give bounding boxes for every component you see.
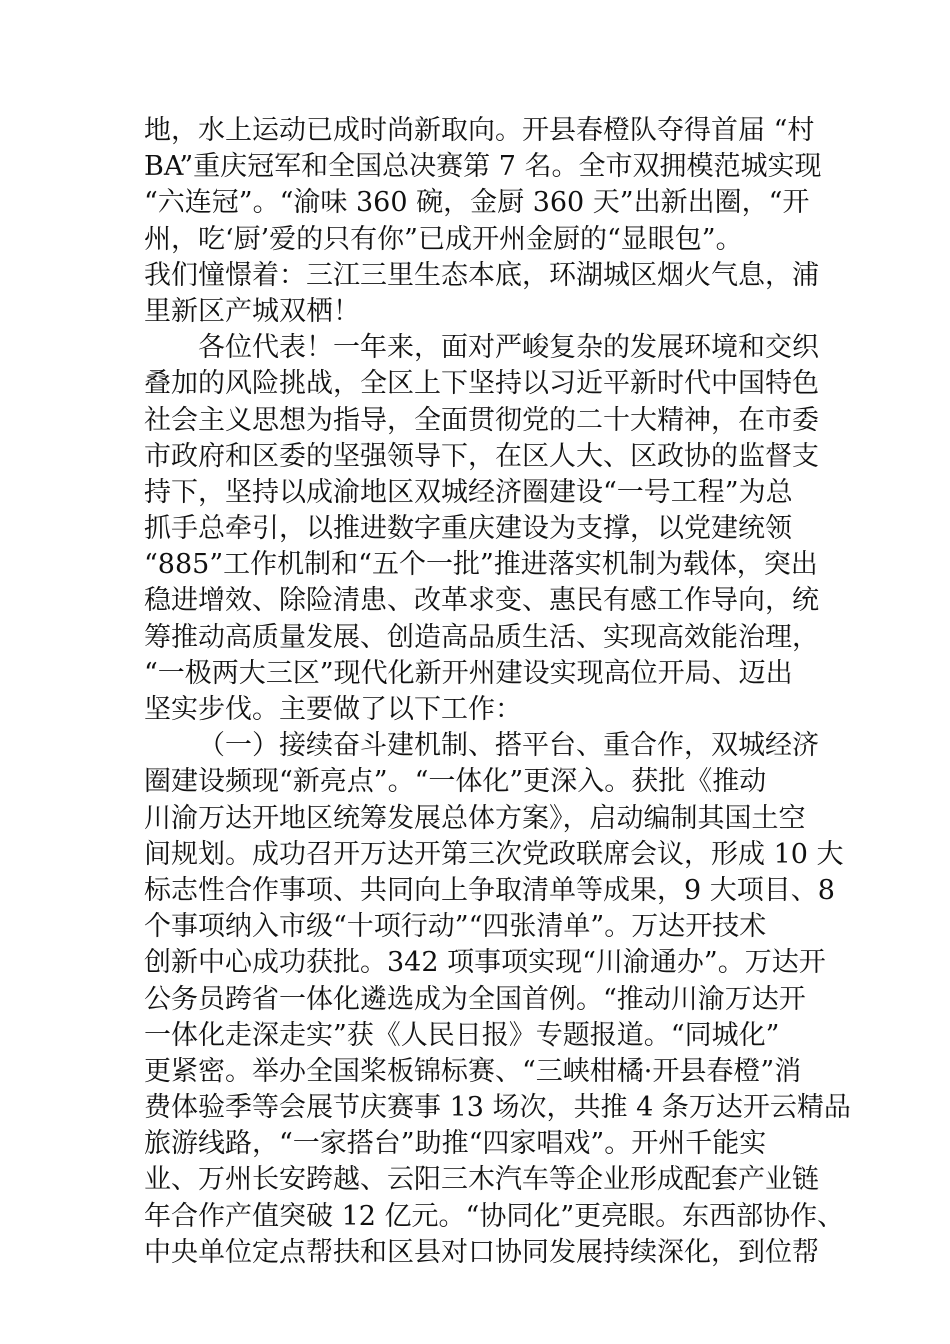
text-line: 川渝万达开地区统筹发展总体方案》，启动编制其国土空 [144, 802, 806, 834]
text-line: 个事项纳入市级“十项行动”“四张清单”。万达开技术 [144, 911, 767, 943]
text-line: “一极两大三区”现代化新开州建设实现高位开局、迈出 [144, 657, 793, 689]
text-line: 更紧密。举办全国桨板锦标赛、“三峡柑橘·开县春橙”消 [144, 1055, 802, 1087]
text-line: 中央单位定点帮扶和区县对口协同发展持续深化，到位帮 [144, 1236, 819, 1268]
text-line: 地，水上运动已成时尚新取向。开县春橙队夺得首届 “村 [144, 115, 815, 146]
text-line: 抓手总牵引，以推进数字重庆建设为支撑，以党建统领 [144, 513, 792, 545]
text-line: “885”工作机制和“五个一批”推进落实机制为载体，突出 [144, 549, 818, 581]
text-line: 叠加的风险挑战，全区上下坚持以习近平新时代中国特色 [144, 368, 819, 400]
text-line: 圈建设频现“新亮点”。“一体化”更深入。获批《推动 [144, 766, 767, 798]
text-line: 一体化走深走实”获《人民日报》专题报道。“同城化” [144, 1019, 780, 1051]
text-line: （一）接续奋斗建机制、搭平台、重合作，双城经济 [198, 730, 819, 762]
text-line: 业、万州长安跨越、云阳三木汽车等企业形成配套产业链 [144, 1164, 819, 1196]
text-line: 里新区产城双栖！ [144, 295, 360, 327]
text-line: 年合作产值突破 12 亿元。“协同化”更亮眼。东西部协作、 [144, 1200, 845, 1232]
text-line: BA”重庆冠军和全国总决赛第 7 名。全市双拥模范城实现 [144, 151, 822, 183]
text-line: 旅游线路，“一家搭台”助推“四家唱戏”。开州千能实 [144, 1128, 767, 1160]
text-line: 社会主义思想为指导，全面贯彻党的二十大精神，在市委 [144, 404, 819, 436]
text-line: 费体验季等会展节庆赛事 13 场次，共推 4 条万达开云精品 [144, 1092, 851, 1124]
text-line: 市政府和区委的坚强领导下，在区人大、区政协的监督支 [144, 440, 819, 472]
text-line: 公务员跨省一体化遴选成为全国首例。“推动川渝万达开 [144, 983, 806, 1015]
text-line: 州，吃‘厨’爱的只有你”已成开州金厨的“显眼包”。 [144, 223, 743, 255]
text-line: 标志性合作事项、共同向上争取清单等成果，9 大项目、8 [144, 874, 835, 906]
text-line: 筹推动高质量发展、创造高品质生活、实现高效能治理， [144, 621, 819, 653]
text-line: 持下，坚持以成渝地区双城经济圈建设“一号工程”为总 [144, 476, 793, 508]
body-text [144, 113, 851, 1271]
text-line: “六连冠”。“渝味 360 碗，金厨 360 天”出新出圈，“开 [144, 187, 810, 219]
text-line: 稳进增效、除险清患、改革求变、惠民有感工作导向，统 [144, 585, 819, 617]
text-line: 坚实步伐。主要做了以下工作： [144, 694, 522, 725]
text-line: 创新中心成功获批。342 项事项实现“川渝通办”。万达开 [144, 947, 826, 979]
text-line: 间规划。成功召开万达开第三次党政联席会议，形成 10 大 [144, 838, 844, 870]
text-line: 我们憧憬着：三江三里生态本底，环湖城区烟火气息，浦 [144, 259, 819, 291]
text-line: 各位代表！一年来，面对严峻复杂的发展环境和交织 [198, 332, 819, 364]
